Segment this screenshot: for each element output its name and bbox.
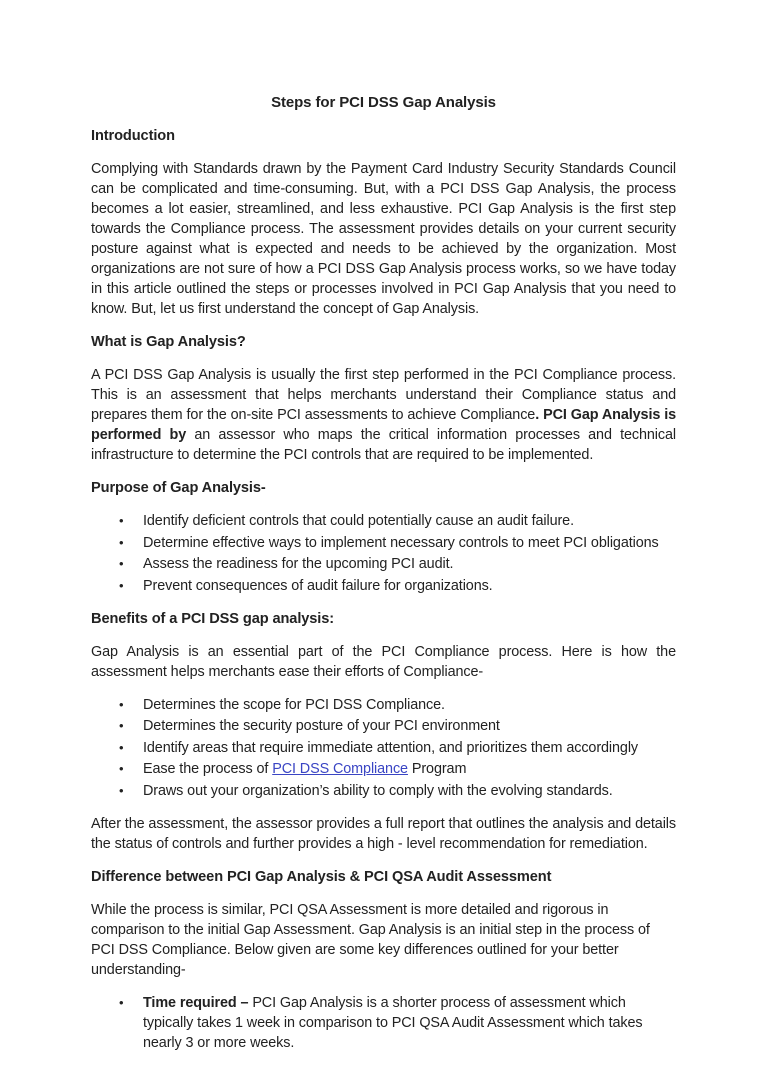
list-item	[91, 993, 676, 1053]
what-is-gap-analysis-paragraph	[91, 365, 676, 465]
list-item: • Draws out your organization’s ability to comply with the evolving standards.	[91, 781, 676, 801]
benefits-heading: Benefits of a PCI DSS gap analysis:	[91, 610, 335, 627]
list-item: • Prevent consequences of audit failure for organizations.	[91, 576, 676, 596]
benefits-bullet-list	[91, 695, 676, 801]
difference-paragraph: While the process is similar, PCI QSA Assessment is more detailed and rigorous in comparison to the initial Gap Assessment. Gap Analysis is an initial step in the process of PCI DSS Compliance. Below given are some key differences outlined for your better understanding-	[91, 901, 650, 978]
pci-dss-compliance-link[interactable]: PCI DSS Compliance	[272, 761, 408, 777]
purpose-bullet-list	[91, 511, 676, 596]
link-bullet-suffix: Program	[407, 761, 467, 777]
list-item: • Determine effective ways to implement necessary controls to meet PCI obligations	[91, 533, 676, 553]
what-is-gap-analysis-heading: What is Gap Analysis?	[91, 334, 246, 350]
difference-heading: Difference between PCI Gap Analysis & PCI QSA Audit Assessment	[91, 868, 552, 885]
list-item	[91, 759, 676, 779]
list-item: • Assess the readiness for the upcoming PCI audit.	[91, 554, 676, 574]
benefits-outro-paragraph: After the assessment, the assessor provides a full report that outlines the analysis and details the status of controls and further provides a high - level recommendation for remediation.	[91, 815, 676, 852]
difference-bullet-list	[91, 993, 676, 1053]
what-is-text-start: A PCI DSS Gap Analysis is usually the first step performed in the PCI Compliance process. This is an assessment that helps merchants understand their Compliance status and prepares them for the on-site PCI assessments to achieve Compliance	[91, 367, 676, 423]
purpose-heading: Purpose of Gap Analysis-	[91, 480, 266, 496]
benefits-intro-paragraph: Gap Analysis is an essential part of the PCI Compliance process. Here is how the assessment helps merchants ease their efforts of Compliance-	[91, 643, 676, 680]
time-required-bold: Time required –	[143, 994, 253, 1011]
introduction-paragraph: Complying with Standards drawn by the Payment Card Industry Security Standards Council can be complicated and time-consuming. But, with a PCI DSS Gap Analysis, the process becomes a lot easier, streamlined, and less exhaustive. PCI Gap Analysis is the first step towards the Compliance process. The assessment provides details on your current security posture against what is expected and needs to be achieved by the organization. Most organizations are not sure of how a PCI DSS Gap Analysis process works, so we have today in this article outlined the steps or processes involved in PCI Gap Analysis that you need to know. But, let us first understand the concept of Gap Analysis.	[91, 161, 676, 317]
list-item: • Determines the scope for PCI DSS Compliance.	[91, 695, 676, 715]
list-item: • Identify deficient controls that could potentially cause an audit failure.	[91, 511, 676, 531]
list-item: • Identify areas that require immediate attention, and prioritizes them accordingly	[91, 738, 676, 758]
document-title: Steps for PCI DSS Gap Analysis	[271, 94, 496, 111]
introduction-heading: Introduction	[91, 128, 175, 144]
what-is-text-end: an assessor who maps the critical information processes and technical infrastructure to determine the PCI controls that are required to be implemented.	[91, 427, 676, 463]
what-is-text-bold: . PCI Gap Analysis is performed by	[91, 407, 677, 443]
list-item: • Determines the security posture of your PCI environment	[91, 716, 676, 736]
time-required-text: PCI Gap Analysis is a shorter process of assessment which typically takes 1 week in comparison to PCI QSA Audit Assessment which takes nearly 3 or more weeks.	[143, 994, 643, 1051]
link-bullet-prefix: Ease the process of	[143, 761, 273, 777]
